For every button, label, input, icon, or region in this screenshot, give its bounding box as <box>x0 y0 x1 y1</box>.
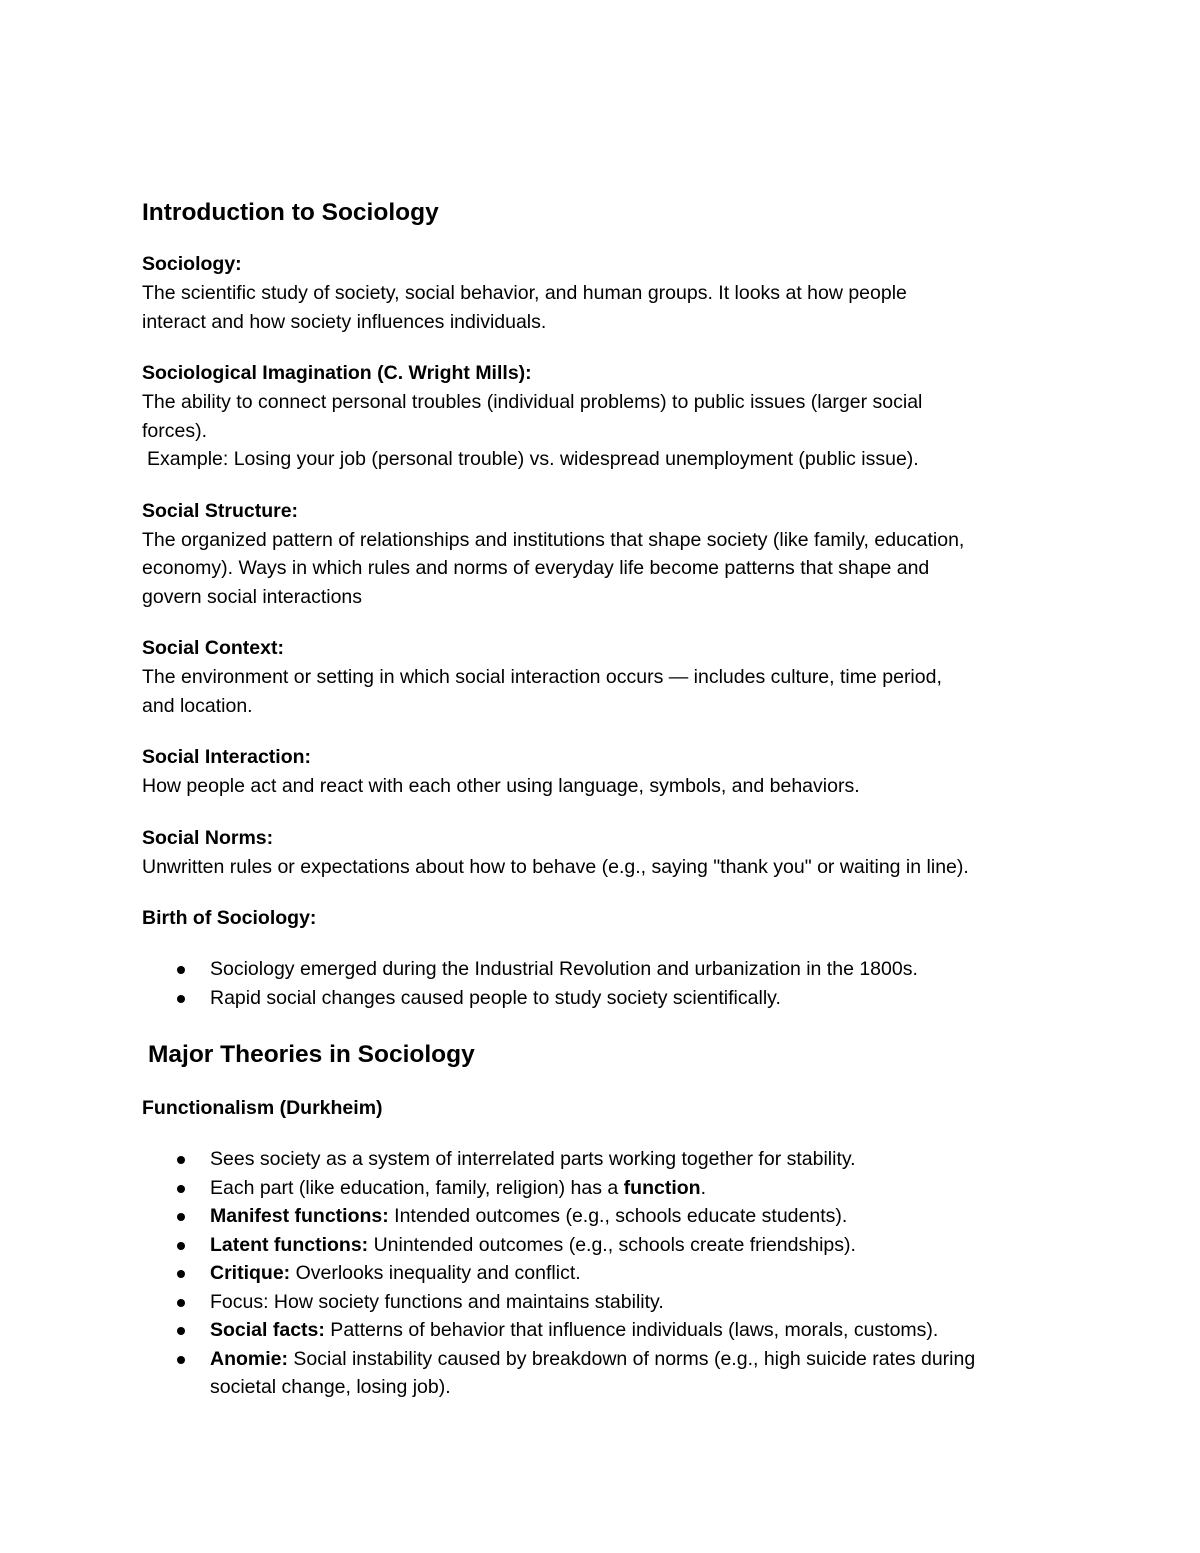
heading-major-theories: Major Theories in Sociology <box>148 1041 475 1068</box>
definition-line: The environment or setting in which social interaction occurs — includes culture, time period, <box>142 666 942 688</box>
bullet-icon <box>177 1356 185 1364</box>
section-sociological-imagination <box>142 359 1082 474</box>
definition-line: Unwritten rules or expectations about how to behave (e.g., saying "thank you" or waiting in line). <box>142 855 969 878</box>
example-line: Example: Losing your job (personal trouble) vs. widespread unemployment (public issue). <box>147 448 919 470</box>
definition-line: economy). Ways in which rules and norms of everyday life become patterns that shape and <box>142 557 930 579</box>
section-social-interaction <box>142 743 1082 801</box>
definition-line: forces). <box>142 419 208 442</box>
list-item: Each part (like education, family, religion) has a function. <box>140 1174 1082 1203</box>
term-sociology: Sociology: <box>142 253 242 275</box>
term-sociological-imagination: Sociological Imagination (C. Wright Mills): <box>142 362 532 384</box>
functionalism-bullet-list <box>142 1145 1082 1402</box>
bullet-icon <box>177 1242 185 1250</box>
list-item: Sociology emerged during the Industrial Revolution and urbanization in the 1800s. <box>140 955 1082 984</box>
document-page <box>142 196 1082 1402</box>
bullet-icon <box>177 995 185 1003</box>
definition-line: interact and how society influences individuals. <box>142 310 547 333</box>
birth-bullet-list <box>142 955 1082 1012</box>
bullet-icon <box>177 1185 185 1193</box>
definition-line: govern social interactions <box>142 585 363 608</box>
section-functionalism <box>142 1094 1082 1402</box>
section-social-context <box>142 634 1082 720</box>
bullet-icon <box>177 966 185 974</box>
bullet-icon <box>177 1327 185 1335</box>
list-item: Anomie: Social instability caused by breakdown of norms (e.g., high suicide rates during societal change, losing job). <box>140 1345 1082 1402</box>
section-social-norms <box>142 824 1082 882</box>
term-social-context: Social Context: <box>142 637 284 659</box>
term-functionalism: Functionalism (Durkheim) <box>142 1097 383 1119</box>
list-item: Sees society as a system of interrelated parts working together for stability. <box>140 1145 1082 1174</box>
section-birth-of-sociology <box>142 904 1082 1038</box>
term-social-interaction: Social Interaction: <box>142 746 312 768</box>
list-item: Rapid social changes caused people to study society scientifically. <box>140 984 1082 1013</box>
term-social-structure: Social Structure: <box>142 499 299 522</box>
heading-introduction: Introduction to Sociology <box>142 199 439 226</box>
bullet-icon <box>177 1156 185 1164</box>
bullet-icon <box>177 1299 185 1307</box>
definition-line: and location. <box>142 694 253 717</box>
definition-line: The ability to connect personal troubles (individual problems) to public issues (larger social <box>142 391 923 413</box>
list-item: Latent functions: Unintended outcomes (e.g., schools create friendships). <box>140 1231 1082 1260</box>
list-item: Social facts: Patterns of behavior that influence individuals (laws, morals, customs). <box>140 1316 1082 1345</box>
term-social-norms: Social Norms: <box>142 826 274 849</box>
bullet-icon <box>177 1213 185 1221</box>
list-item: Focus: How society functions and maintains stability. <box>140 1288 1082 1317</box>
definition-line: The scientific study of society, social behavior, and human groups. It looks at how people <box>142 282 907 304</box>
definition-line: The organized pattern of relationships and institutions that shape society (like family, education, <box>142 528 965 551</box>
term-birth-of-sociology: Birth of Sociology: <box>142 907 317 929</box>
list-item: Critique: Overlooks inequality and conflict. <box>140 1259 1082 1288</box>
definition-line: How people act and react with each other using language, symbols, and behaviors. <box>142 775 860 797</box>
bullet-icon <box>177 1270 185 1278</box>
section-sociology <box>142 250 1082 336</box>
list-item: Manifest functions: Intended outcomes (e.g., schools educate students). <box>140 1202 1082 1231</box>
section-social-structure <box>142 497 1082 612</box>
